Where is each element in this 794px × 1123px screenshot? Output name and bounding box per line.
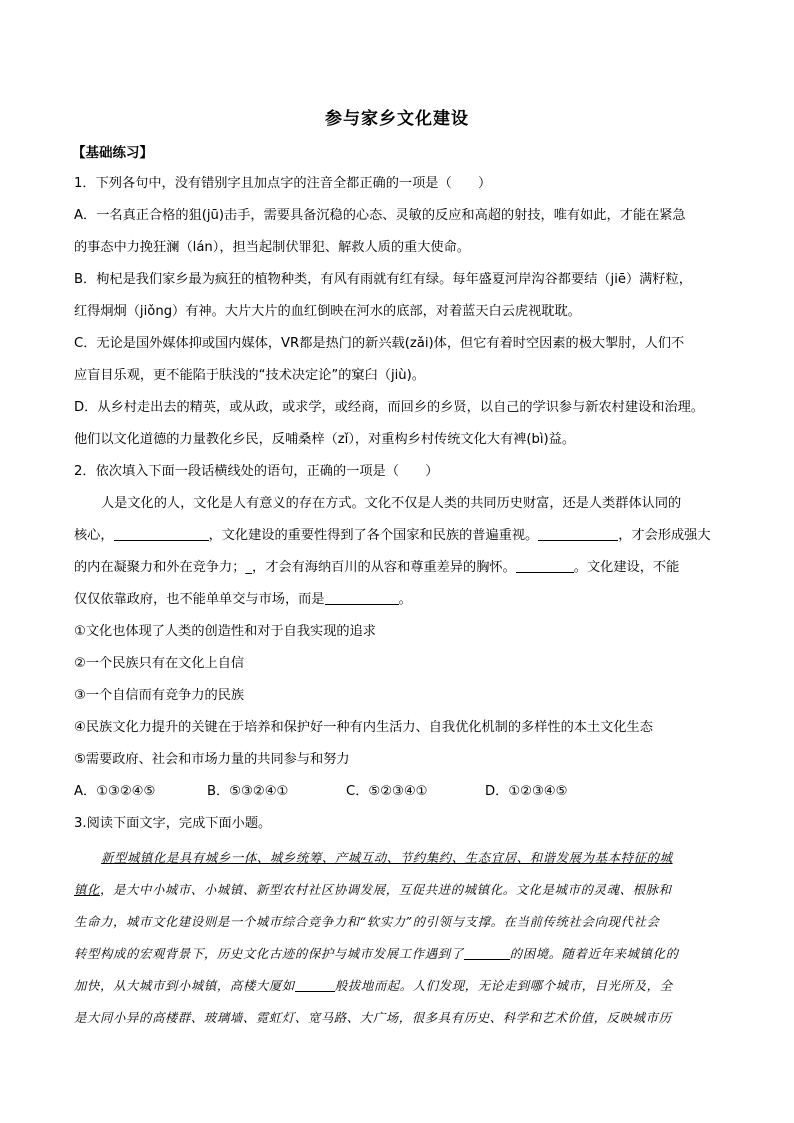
q1-option-d-line2: 他们以文化道德的力量教化乡民，反哺桑梓（zǐ），对重构乡村传统文化大有裨(bì)益。: [74, 432, 576, 447]
q2-sentence-3: ③一个自信而有竞争力的民族: [74, 688, 245, 703]
q3-passage-line1: 新型城镇化是具有城乡一体、城乡统筹、产城互动、节约集约、生态宜居、和谐发展为基本特征的城: [101, 850, 673, 865]
fill-blank: [325, 590, 399, 605]
q2-sentence-4: ④民族文化力提升的关键在于培养和保护好一种有内生活力、自我优化机制的多样性的本土文化生态: [74, 720, 653, 735]
q2-passage-text: ，才会形成强大: [618, 528, 711, 543]
q1-option-b-line2: 红得炯炯（jiǒng）有神。大片大片的血红倒映在河水的底部，对着蓝天白云虎视耽耽。: [74, 304, 581, 319]
q2-passage-text: ，文化建设的重要性得到了各个国家和民族的普遍重视。: [208, 528, 539, 543]
q1-option-c-line1: C．无论是国外媒体抑或国内媒体，VR都是热门的新兴载(zǎi)体，但它有着时空因素的极大掣肘，人们不: [74, 336, 685, 351]
q1-option-a-line1: A．一名真正合格的狙(jū)击手，需要具备沉稳的心态、灵敏的反应和高超的射技，唯有如此，才能在紧急: [74, 208, 686, 223]
question-2-stem: 2．依次填入下面一段话横线处的语句，正确的一项是（ ）: [74, 464, 439, 479]
q2-passage-line3: [74, 558, 679, 578]
page-title: 参与家乡文化建设: [325, 109, 469, 129]
q3-passage-line4: [74, 944, 679, 964]
fill-blank: [516, 558, 574, 573]
fill-blank: [538, 526, 618, 541]
q2-sentence-2: ②一个民族只有在文化上自信: [74, 656, 245, 671]
q2-choice-b: B．⑤③②④①: [207, 784, 289, 799]
fill-blank: [295, 977, 335, 992]
fill-blank: [464, 945, 510, 960]
q3-passage-line6: 是大同小异的高楼群、玻璃墙、霓虹灯、宽马路、大广场，很多具有历史、科学和艺术价值，反映城市历: [74, 1010, 672, 1025]
q1-option-a-line2: 的事态中力挽狂澜（lán），担当起制伏罪犯、解救人质的重大使命。: [74, 240, 470, 255]
q1-option-d-line1: D．从乡村走出去的精英，或从政，或求学，或经商，而回乡的乡贤，以自己的学识参与新农村建设和治理。: [74, 400, 704, 415]
q1-option-c-line2: 应盲目乐观，更不能陷于肤浅的“技术决定论”的窠臼（jiù)。: [74, 368, 425, 383]
question-3-stem: 3.阅读下面文字，完成下面小题。: [74, 816, 272, 831]
q2-passage-text: 核心，: [74, 528, 114, 543]
q2-passage-line2: [74, 526, 711, 546]
q1-option-b-line1: B．枸杞是我们家乡最为疯狂的植物种类，有风有雨就有红有绿。每年盛夏河岸沟谷都要结（jiē）满籽粒，: [74, 272, 692, 287]
q3-passage-text: 镇化: [74, 882, 100, 897]
q2-sentence-1: ①文化也体现了人类的创造性和对于自我实现的追求: [74, 624, 376, 639]
q2-choice-d: D．①②③④⑤: [485, 784, 568, 799]
q2-sentence-5: ⑤需要政府、社会和市场力量的共同参与和努力: [74, 752, 350, 767]
q3-passage-text: ，是大中小城市、小城镇、新型农村社区协调发展，互促共进的城镇化。文化是城市的灵魂、根脉和: [99, 882, 672, 897]
q3-passage-line3: 生命力，城市文化建设则是一个城市综合竞争力和“软实力”的引领与支撑。在当前传统社会向现代社会: [74, 914, 660, 929]
fill-blank: [114, 526, 209, 541]
q2-passage-text: 的内在凝聚力和外在竞争力；_，才会有海纳百川的从容和尊重差异的胸怀。: [74, 560, 516, 575]
q3-passage-text: 转型构成的宏观背景下，历史文化古迹的保护与城市发展工作遇到了: [74, 946, 464, 961]
q2-passage-text: 。文化建设，不能: [573, 560, 680, 575]
q3-passage-text: 的困境。随着近年来城镇化的: [509, 946, 679, 961]
q2-passage-line1: 人是文化的人，文化是人有意义的存在方式。文化不仅是人类的共同历史财富，还是人类群体认同的: [101, 496, 682, 511]
q3-passage-text: 加快，从大城市到小城镇，高楼大厦如: [74, 978, 295, 993]
section-heading: 【基础练习】: [72, 145, 153, 161]
q2-passage-text: 。: [398, 592, 412, 607]
q2-choice-c: C．⑤②③④①: [346, 784, 428, 799]
q3-passage-line2: [74, 880, 672, 900]
q2-passage-text: 仅仅依靠政府，也不能单单交与市场，而是: [74, 592, 325, 607]
q3-passage-line5: [74, 976, 673, 996]
question-1-stem: 1．下列各句中，没有错别字且加点字的注音全都正确的一项是（ ）: [74, 176, 492, 191]
q3-passage-text: 般拔地而起。人们发现，无论走到哪个城市，目光所及，全: [334, 978, 673, 993]
q2-passage-line4: [74, 590, 412, 610]
q2-choice-a: A．①③②④⑤: [74, 784, 156, 799]
